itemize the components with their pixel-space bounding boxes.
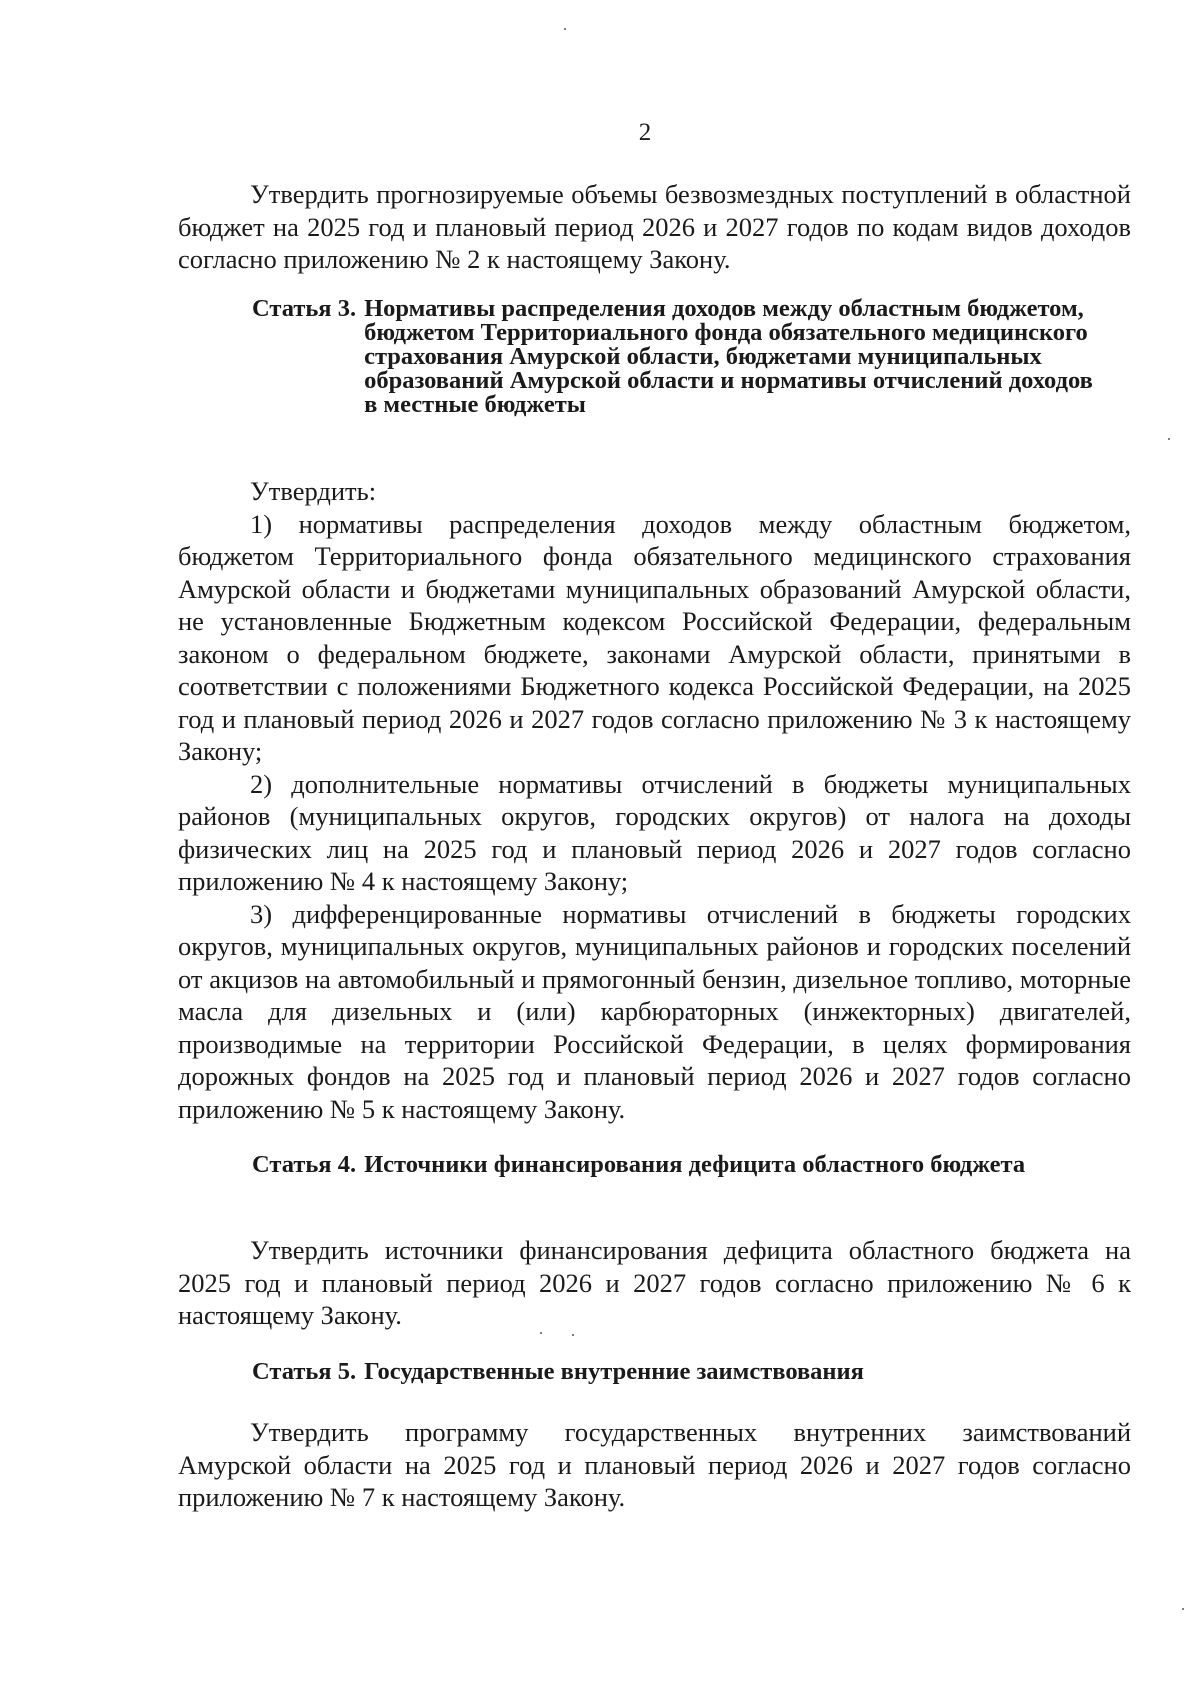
article-4-title: Источники финансирования дефицита областного бюджета	[364, 1151, 1026, 1178]
article-3-item-3: 3) дифференцированные нормативы отчислений в бюджеты городских округов, муниципальных округов, муниципальных районов и городских поселений от акцизов на автомобильный и прямогонный бензин, дизельное топливо, моторные масла для дизельных и (или) карбюраторных (инжекторных) двигателей, производимые на территории Российской Федерации, в целях формирования дорожных фондов на 2025 год и плановый период 2026 и 2027 годов согласно приложению № 5 к настоящему Закону.	[178, 898, 1131, 1124]
scan-speck	[540, 1332, 542, 1334]
article-3-item-2: 2) дополнительные нормативы отчислений в бюджеты муниципальных районов (муниципальных округов, городских округов) от налога на доходы физических лиц на 2025 год и плановый период 2026 и 2027 годов согласно приложению № 4 к настоящему Закону;	[178, 768, 1131, 896]
intro-paragraph: Утвердить прогнозируемые объемы безвозмездных поступлений в областной бюджет на 2025 год и плановый период 2026 и 2027 годов по кодам видов доходов согласно приложению № 2 к настоящему Закону.	[178, 179, 1131, 274]
article-5-number: Статья 5.	[252, 1358, 357, 1385]
scan-speck	[564, 28, 566, 30]
article-5-heading	[252, 1360, 1112, 1384]
article-3-heading	[252, 297, 1112, 417]
scan-speck	[1182, 1608, 1184, 1610]
article-3-item-1: 1) нормативы распределения доходов между областным бюджетом, бюджетом Территориального фонда обязательного медицинского страхования Амурской области и бюджетами муниципальных образований Амурской области, не установленные Бюджетным кодексом Российской Федерации, федеральным законом о федеральном бюджете, законами Амурской области, принятыми в соответствии с положениями Бюджетного кодекса Российской Федерации, на 2025 год и плановый период 2026 и 2027 годов согласно приложению № 3 к настоящему Закону;	[178, 508, 1131, 766]
article-5-title: Государственные внутренние заимствования	[364, 1358, 864, 1385]
scan-speck	[1168, 438, 1170, 440]
article-4-heading	[252, 1153, 1112, 1177]
article-3-number: Статья 3.	[252, 295, 357, 322]
article-4-paragraph: Утвердить источники финансирования дефицита областного бюджета на 2025 год и плановый период 2026 и 2027 годов согласно приложению № 6 к настоящему Закону.	[178, 1235, 1131, 1330]
article-3-title: Нормативы распределения доходов между областным бюджетом, бюджетом Территориального фонда обязательного медицинского страхования Амурской области, бюджетами муниципальных образований Амурской области и нормативы отчислений доходов в местные бюджеты	[364, 295, 1093, 418]
article-5-paragraph: Утвердить программу государственных внутренних заимствований Амурской области на 2025 год и плановый период 2026 и 2027 годов согласно приложению № 7 к настоящему Закону.	[178, 1417, 1131, 1512]
article-3-body	[178, 475, 1131, 1125]
page-number: 2	[638, 119, 652, 146]
article-3-lead: Утвердить:	[250, 476, 377, 506]
scan-speck	[572, 1334, 574, 1336]
article-4-number: Статья 4.	[252, 1151, 357, 1178]
